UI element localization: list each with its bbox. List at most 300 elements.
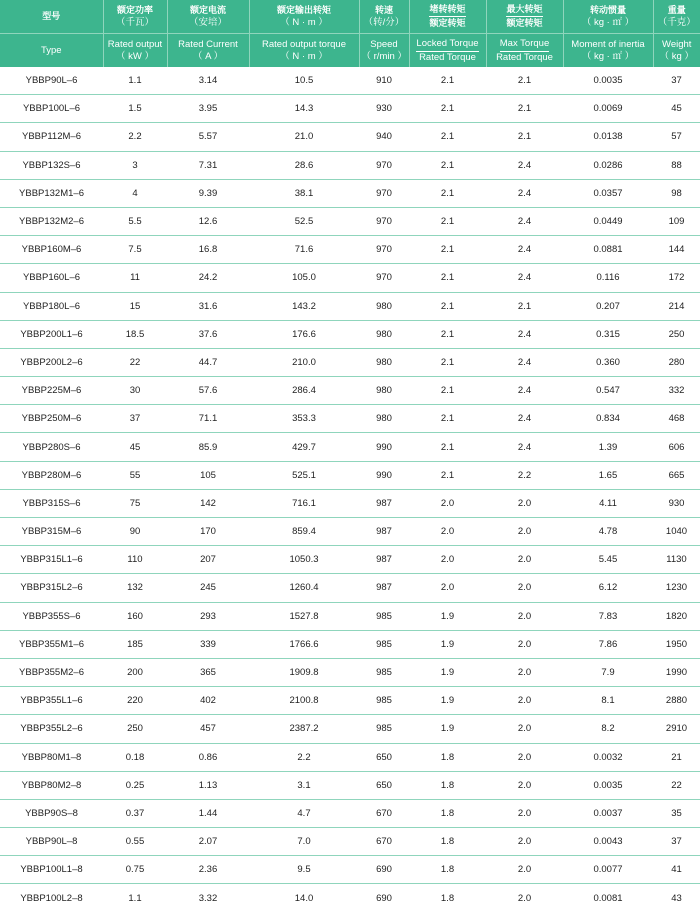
output-cell: 1.5	[103, 95, 167, 123]
max-ratio-cell: 2.0	[486, 518, 563, 546]
speed-cell: 985	[359, 602, 409, 630]
torque-cell: 859.4	[249, 518, 359, 546]
header-weight-cn: 重量 （千克）	[653, 0, 700, 34]
speed-cell: 940	[359, 123, 409, 151]
speed-cell: 690	[359, 856, 409, 884]
output-cell: 185	[103, 630, 167, 658]
torque-cell: 1909.8	[249, 658, 359, 686]
speed-cell: 650	[359, 743, 409, 771]
type-cell: YBBP200L1–6	[0, 320, 103, 348]
torque-cell: 1766.6	[249, 630, 359, 658]
current-cell: 7.31	[167, 151, 249, 179]
speed-cell: 980	[359, 292, 409, 320]
output-cell: 0.75	[103, 856, 167, 884]
torque-cell: 9.5	[249, 856, 359, 884]
output-cell: 2.2	[103, 123, 167, 151]
speed-cell: 930	[359, 95, 409, 123]
table-row	[0, 377, 700, 405]
torque-cell: 353.3	[249, 405, 359, 433]
header-row-chinese	[0, 0, 700, 34]
output-cell: 30	[103, 377, 167, 405]
speed-cell: 987	[359, 574, 409, 602]
torque-cell: 2387.2	[249, 715, 359, 743]
table-row	[0, 884, 700, 912]
output-cell: 15	[103, 292, 167, 320]
table-row	[0, 179, 700, 207]
current-cell: 245	[167, 574, 249, 602]
weight-cell: 109	[653, 207, 700, 235]
torque-cell: 1260.4	[249, 574, 359, 602]
max-ratio-cell: 2.1	[486, 292, 563, 320]
type-cell: YBBP315M–6	[0, 518, 103, 546]
inertia-cell: 0.834	[563, 405, 653, 433]
header-locked-en: Locked Torque Rated Torque	[409, 34, 486, 68]
inertia-cell: 0.0069	[563, 95, 653, 123]
max-ratio-cell: 2.4	[486, 320, 563, 348]
inertia-cell: 0.547	[563, 377, 653, 405]
locked-ratio-cell: 1.8	[409, 743, 486, 771]
locked-ratio-cell: 2.1	[409, 320, 486, 348]
type-cell: YBBP315L2–6	[0, 574, 103, 602]
current-cell: 71.1	[167, 405, 249, 433]
current-cell: 2.36	[167, 856, 249, 884]
max-ratio-cell: 2.1	[486, 67, 563, 95]
type-cell: YBBP132M1–6	[0, 179, 103, 207]
max-ratio-cell: 2.4	[486, 179, 563, 207]
torque-cell: 52.5	[249, 207, 359, 235]
locked-ratio-cell: 1.8	[409, 856, 486, 884]
max-ratio-cell: 2.0	[486, 715, 563, 743]
output-cell: 37	[103, 405, 167, 433]
speed-cell: 980	[359, 320, 409, 348]
output-cell: 3	[103, 151, 167, 179]
output-cell: 18.5	[103, 320, 167, 348]
table-row	[0, 461, 700, 489]
type-cell: YBBP100L–6	[0, 95, 103, 123]
weight-cell: 88	[653, 151, 700, 179]
speed-cell: 980	[359, 405, 409, 433]
inertia-cell: 0.0881	[563, 236, 653, 264]
type-cell: YBBP200L2–6	[0, 348, 103, 376]
max-ratio-cell: 2.0	[486, 602, 563, 630]
max-ratio-cell: 2.4	[486, 151, 563, 179]
inertia-cell: 0.0032	[563, 743, 653, 771]
locked-ratio-cell: 2.1	[409, 123, 486, 151]
type-cell: YBBP250M–6	[0, 405, 103, 433]
max-ratio-cell: 2.1	[486, 123, 563, 151]
header-locked-cn: 堵转转矩 额定转矩	[409, 0, 486, 34]
max-ratio-cell: 2.0	[486, 743, 563, 771]
current-cell: 9.39	[167, 179, 249, 207]
output-cell: 0.25	[103, 771, 167, 799]
inertia-cell: 0.360	[563, 348, 653, 376]
max-ratio-cell: 2.0	[486, 856, 563, 884]
header-type-en: Type	[0, 34, 103, 68]
inertia-cell: 8.2	[563, 715, 653, 743]
locked-ratio-cell: 2.0	[409, 518, 486, 546]
table-row	[0, 95, 700, 123]
current-cell: 16.8	[167, 236, 249, 264]
max-ratio-cell: 2.4	[486, 348, 563, 376]
output-cell: 11	[103, 264, 167, 292]
table-row	[0, 687, 700, 715]
current-cell: 105	[167, 461, 249, 489]
locked-ratio-cell: 2.1	[409, 461, 486, 489]
weight-cell: 41	[653, 856, 700, 884]
header-torque-en: Rated output torque （ N · m ）	[249, 34, 359, 68]
current-cell: 402	[167, 687, 249, 715]
header-current-en: Rated Current （ A ）	[167, 34, 249, 68]
type-cell: YBBP90S–8	[0, 799, 103, 827]
locked-ratio-cell: 1.9	[409, 715, 486, 743]
table-row	[0, 856, 700, 884]
locked-ratio-cell: 2.0	[409, 574, 486, 602]
torque-cell: 1527.8	[249, 602, 359, 630]
output-cell: 90	[103, 518, 167, 546]
locked-ratio-cell: 2.1	[409, 179, 486, 207]
torque-cell: 2100.8	[249, 687, 359, 715]
weight-cell: 930	[653, 489, 700, 517]
table-row	[0, 828, 700, 856]
inertia-cell: 6.12	[563, 574, 653, 602]
table-row	[0, 574, 700, 602]
output-cell: 0.55	[103, 828, 167, 856]
table-row	[0, 264, 700, 292]
torque-cell: 105.0	[249, 264, 359, 292]
type-cell: YBBP160M–6	[0, 236, 103, 264]
output-cell: 220	[103, 687, 167, 715]
locked-ratio-cell: 1.9	[409, 630, 486, 658]
locked-ratio-cell: 2.0	[409, 489, 486, 517]
weight-cell: 35	[653, 799, 700, 827]
table-row	[0, 799, 700, 827]
table-row	[0, 151, 700, 179]
header-row-english	[0, 34, 700, 68]
locked-ratio-cell: 2.1	[409, 348, 486, 376]
header-output-cn: 额定功率 （千瓦）	[103, 0, 167, 34]
speed-cell: 650	[359, 771, 409, 799]
type-cell: YBBP225M–6	[0, 377, 103, 405]
type-cell: YBBP280S–6	[0, 433, 103, 461]
type-cell: YBBP112M–6	[0, 123, 103, 151]
inertia-cell: 0.0077	[563, 856, 653, 884]
inertia-cell: 0.0037	[563, 799, 653, 827]
current-cell: 5.57	[167, 123, 249, 151]
speed-cell: 987	[359, 546, 409, 574]
speed-cell: 690	[376, 892, 392, 904]
header-output-en: Rated output （ kW ）	[103, 34, 167, 68]
speed-cell: 980	[359, 377, 409, 405]
current-cell: 57.6	[167, 377, 249, 405]
table-row	[0, 743, 700, 771]
current-cell: 12.6	[167, 207, 249, 235]
current-cell: 3.95	[167, 95, 249, 123]
type-cell: YBBP160L–6	[0, 264, 103, 292]
weight-cell: 37	[653, 67, 700, 95]
weight-cell: 1950	[653, 630, 700, 658]
weight-cell: 332	[653, 377, 700, 405]
current-cell: 1.13	[167, 771, 249, 799]
max-ratio-cell: 2.0	[486, 630, 563, 658]
weight-cell: 250	[653, 320, 700, 348]
current-cell: 207	[167, 546, 249, 574]
current-cell: 457	[167, 715, 249, 743]
locked-ratio-cell: 2.1	[409, 95, 486, 123]
header-speed-cn: 转速 （转/分）	[359, 0, 409, 34]
locked-ratio-cell: 1.8	[409, 771, 486, 799]
speed-cell: 987	[359, 518, 409, 546]
table-row	[0, 292, 700, 320]
torque-cell: 14.0	[294, 892, 314, 904]
current-cell: 3.14	[167, 67, 249, 95]
table-row	[0, 518, 700, 546]
inertia-cell: 0.0449	[563, 207, 653, 235]
header-current-cn: 额定电流 （安培）	[167, 0, 249, 34]
torque-cell: 429.7	[249, 433, 359, 461]
type-cell: YBBP355L1–6	[0, 687, 103, 715]
current-cell: 24.2	[167, 264, 249, 292]
locked-ratio-cell: 1.8	[440, 892, 455, 904]
output-cell: 5.5	[103, 207, 167, 235]
current-cell: 339	[167, 630, 249, 658]
inertia-cell: 0.0035	[563, 67, 653, 95]
inertia-cell: 0.315	[563, 320, 653, 348]
type-cell: YBBP90L–8	[0, 828, 103, 856]
current-cell: 1.44	[167, 799, 249, 827]
type-cell: YBBP315L1–6	[0, 546, 103, 574]
current-cell: 2.07	[167, 828, 249, 856]
type-cell: YBBP80M2–8	[0, 771, 103, 799]
current-cell: 0.86	[167, 743, 249, 771]
torque-cell: 210.0	[249, 348, 359, 376]
speed-cell: 970	[359, 207, 409, 235]
header-type-cn: 型号	[0, 0, 103, 34]
inertia-cell: 4.11	[563, 489, 653, 517]
inertia-cell: 1.39	[563, 433, 653, 461]
locked-ratio-cell: 2.1	[409, 377, 486, 405]
locked-ratio-cell: 2.1	[409, 67, 486, 95]
table-row	[0, 207, 700, 235]
type-cell: YBBP100L1–8	[0, 856, 103, 884]
inertia-cell: 7.9	[563, 658, 653, 686]
weight-cell: 45	[653, 95, 700, 123]
speed-cell: 670	[359, 799, 409, 827]
torque-cell: 525.1	[249, 461, 359, 489]
weight-cell: 2910	[653, 715, 700, 743]
table-row	[0, 320, 700, 348]
max-ratio-cell: 2.4	[486, 377, 563, 405]
weight-cell: 57	[653, 123, 700, 151]
torque-cell: 716.1	[249, 489, 359, 517]
type-cell: YBBP90L–6	[0, 67, 103, 95]
output-cell: 160	[103, 602, 167, 630]
header-max-en: Max Torque Rated Torque	[486, 34, 563, 68]
inertia-cell: 0.0035	[563, 771, 653, 799]
speed-cell: 987	[359, 489, 409, 517]
weight-cell: 214	[653, 292, 700, 320]
locked-ratio-cell: 1.8	[409, 799, 486, 827]
torque-cell: 21.0	[249, 123, 359, 151]
table-row	[0, 630, 700, 658]
torque-cell: 28.6	[249, 151, 359, 179]
inertia-cell: 0.207	[563, 292, 653, 320]
torque-cell: 286.4	[249, 377, 359, 405]
weight-cell: 1230	[653, 574, 700, 602]
table-row	[0, 602, 700, 630]
weight-cell: 1820	[653, 602, 700, 630]
weight-cell: 468	[653, 405, 700, 433]
torque-cell: 2.2	[249, 743, 359, 771]
locked-ratio-cell: 2.1	[409, 264, 486, 292]
header-speed-en: Speed （ r/min ）	[359, 34, 409, 68]
inertia-cell: 5.45	[563, 546, 653, 574]
header-inertia-cn: 转动惯量 （ kg · ㎡ ）	[563, 0, 653, 34]
table-row	[0, 433, 700, 461]
table-row	[0, 489, 700, 517]
locked-ratio-cell: 1.9	[409, 687, 486, 715]
weight-cell: 144	[653, 236, 700, 264]
max-ratio-cell: 2.0	[486, 687, 563, 715]
output-cell: 0.18	[103, 743, 167, 771]
speed-cell: 985	[359, 658, 409, 686]
weight-cell: 98	[653, 179, 700, 207]
torque-cell: 38.1	[249, 179, 359, 207]
type-cell: YBBP280M–6	[0, 461, 103, 489]
locked-ratio-cell: 2.1	[409, 292, 486, 320]
output-cell: 0.37	[103, 799, 167, 827]
output-cell: 110	[103, 546, 167, 574]
table-row	[0, 405, 700, 433]
output-cell: 55	[103, 461, 167, 489]
inertia-cell: 0.0357	[563, 179, 653, 207]
current-cell: 31.6	[167, 292, 249, 320]
current-cell: 44.7	[167, 348, 249, 376]
output-cell: 250	[103, 715, 167, 743]
type-cell: YBBP315S–6	[0, 489, 103, 517]
table-header	[0, 0, 700, 67]
max-ratio-cell: 2.1	[486, 95, 563, 123]
locked-ratio-cell: 2.1	[409, 405, 486, 433]
table-row	[0, 771, 700, 799]
speed-cell: 910	[359, 67, 409, 95]
torque-cell: 4.7	[249, 799, 359, 827]
current-cell: 3.32	[198, 892, 218, 904]
header-weight-en: Weight （ kg ）	[653, 34, 700, 68]
type-cell: YBBP180L–6	[0, 292, 103, 320]
weight-cell: 43	[671, 892, 682, 904]
output-cell: 45	[103, 433, 167, 461]
weight-cell: 606	[653, 433, 700, 461]
speed-cell: 985	[359, 715, 409, 743]
speed-cell: 670	[359, 828, 409, 856]
torque-cell: 1050.3	[249, 546, 359, 574]
max-ratio-cell: 2.4	[486, 405, 563, 433]
locked-ratio-cell: 1.9	[409, 602, 486, 630]
torque-cell: 143.2	[249, 292, 359, 320]
speed-cell: 985	[359, 630, 409, 658]
current-cell: 170	[167, 518, 249, 546]
weight-cell: 2880	[653, 687, 700, 715]
weight-cell: 280	[653, 348, 700, 376]
inertia-cell: 4.78	[563, 518, 653, 546]
locked-ratio-cell: 2.0	[409, 546, 486, 574]
locked-ratio-cell: 2.1	[409, 433, 486, 461]
weight-cell: 37	[653, 828, 700, 856]
inertia-cell: 7.83	[563, 602, 653, 630]
output-cell: 4	[103, 179, 167, 207]
inertia-cell: 0.0081	[593, 892, 623, 904]
table-row	[0, 67, 700, 95]
output-cell: 132	[103, 574, 167, 602]
type-cell: YBBP355S–6	[0, 602, 103, 630]
current-cell: 365	[167, 658, 249, 686]
max-ratio-cell: 2.0	[486, 546, 563, 574]
inertia-cell: 0.116	[563, 264, 653, 292]
header-inertia-en: Moment of inertia （ kg · ㎡ ）	[563, 34, 653, 68]
table-row	[0, 715, 700, 743]
locked-ratio-cell: 2.1	[409, 236, 486, 264]
weight-cell: 1130	[653, 546, 700, 574]
inertia-cell: 0.0138	[563, 123, 653, 151]
max-ratio-cell: 2.0	[486, 828, 563, 856]
locked-ratio-cell: 1.9	[409, 658, 486, 686]
table-body	[0, 67, 700, 912]
speed-cell: 985	[359, 687, 409, 715]
inertia-cell: 1.65	[563, 461, 653, 489]
torque-cell: 176.6	[249, 320, 359, 348]
speed-cell: 990	[359, 433, 409, 461]
max-ratio-cell: 2.0	[486, 771, 563, 799]
speed-cell: 990	[359, 461, 409, 489]
weight-cell: 665	[653, 461, 700, 489]
table-row	[0, 546, 700, 574]
type-cell: YBBP132M2–6	[0, 207, 103, 235]
output-cell: 75	[103, 489, 167, 517]
table-row	[0, 123, 700, 151]
max-ratio-cell: 2.0	[486, 799, 563, 827]
max-ratio-cell: 2.4	[486, 264, 563, 292]
speed-cell: 980	[359, 348, 409, 376]
speed-cell: 970	[359, 179, 409, 207]
torque-cell: 10.5	[249, 67, 359, 95]
weight-cell: 1990	[653, 658, 700, 686]
locked-ratio-cell: 2.1	[409, 151, 486, 179]
type-cell: YBBP100L2–8	[20, 892, 83, 904]
type-cell: YBBP132S–6	[0, 151, 103, 179]
weight-cell: 1040	[653, 518, 700, 546]
inertia-cell: 7.86	[563, 630, 653, 658]
max-ratio-cell: 2.2	[486, 461, 563, 489]
current-cell: 293	[167, 602, 249, 630]
weight-cell: 21	[653, 743, 700, 771]
type-cell: YBBP355M2–6	[0, 658, 103, 686]
output-cell: 22	[103, 348, 167, 376]
locked-ratio-cell: 2.1	[409, 207, 486, 235]
torque-cell: 71.6	[249, 236, 359, 264]
inertia-cell: 0.0286	[563, 151, 653, 179]
speed-cell: 970	[359, 236, 409, 264]
speed-cell: 970	[359, 264, 409, 292]
inertia-cell: 8.1	[563, 687, 653, 715]
inertia-cell: 0.0043	[563, 828, 653, 856]
table-row	[0, 348, 700, 376]
torque-cell: 7.0	[249, 828, 359, 856]
output-cell: 7.5	[103, 236, 167, 264]
header-max-cn: 最大转矩 额定转矩	[486, 0, 563, 34]
weight-cell: 172	[653, 264, 700, 292]
header-torque-cn: 额定输出转矩 （ N · m ）	[249, 0, 359, 34]
current-cell: 37.6	[167, 320, 249, 348]
